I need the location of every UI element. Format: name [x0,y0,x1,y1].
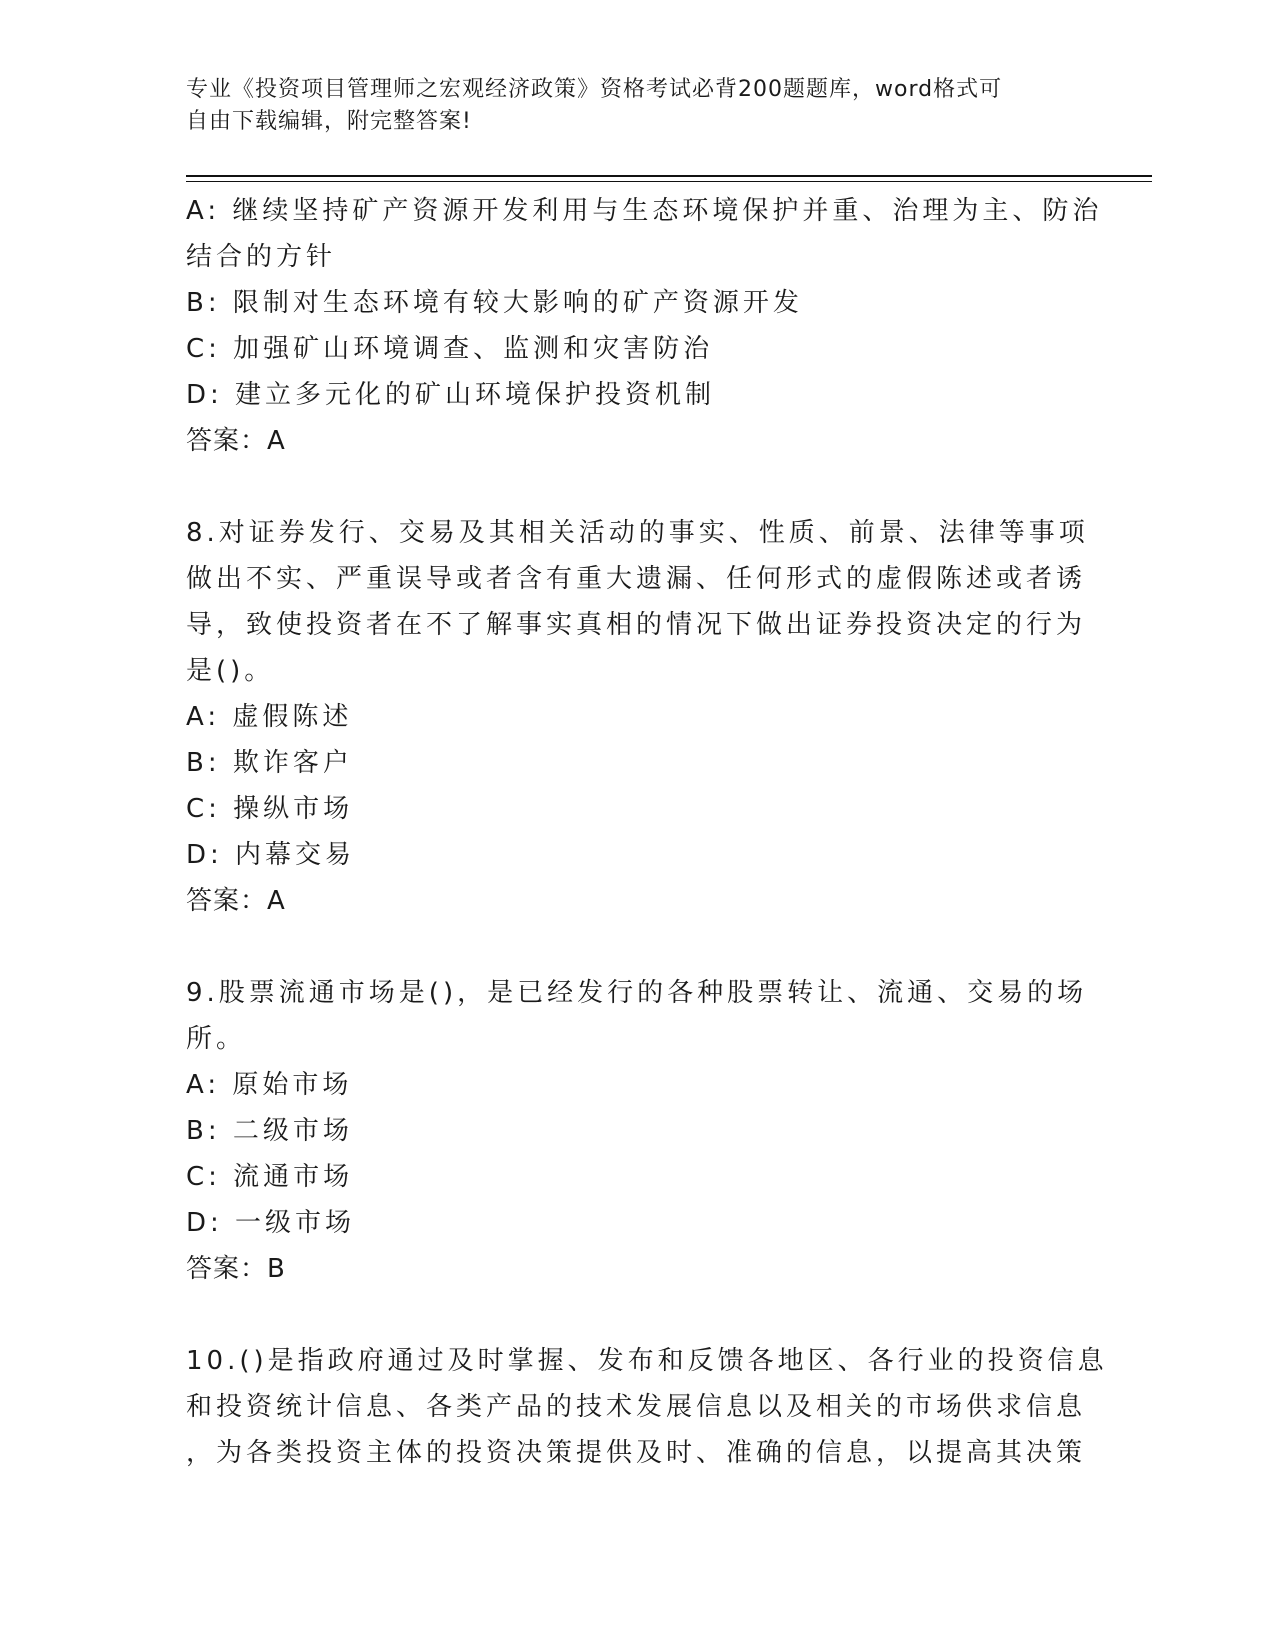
spacer [186,464,1086,510]
spacer [186,1292,1086,1338]
option-b: B: 欺诈客户 [186,748,353,778]
question-stem: ，为各类投资主体的投资决策提供及时、准确的信息，以提高其决策 [186,1438,1087,1468]
question-9 [186,970,1086,1292]
header-divider-thick [186,175,1152,177]
option-c: C: 流通市场 [186,1162,354,1192]
option-a: A: 虚假陈述 [186,702,353,732]
option-d: D: 一级市场 [186,1208,356,1238]
question-stem: 9.股票流通市场是()，是已经发行的各种股票转让、流通、交易的场 [186,978,1088,1008]
option-a-continued: 结合的方针 [186,242,337,272]
question-stem: 是()。 [186,656,275,686]
header-line: 专业《投资项目管理师之宏观经济政策》资格考试必背200题题库，word格式可 [186,77,1003,102]
question-stem: 做出不实、严重误导或者含有重大遗漏、任何形式的虚假陈述或者诱 [186,564,1087,594]
option-a: A: 继续坚持矿产资源开发利用与生态环境保护并重、治理为主、防治 [186,196,1103,226]
answer-line: 答案：B [186,1254,286,1284]
option-d: D: 内幕交易 [186,840,356,870]
question-8 [186,510,1089,924]
question-stem: 和投资统计信息、各类产品的技术发展信息以及相关的市场供求信息 [186,1392,1087,1422]
option-a: A: 原始市场 [186,1070,353,1100]
option-b: B: 限制对生态环境有较大影响的矿产资源开发 [186,288,803,318]
document-body [186,188,1108,1476]
answer-line: 答案：A [186,886,286,916]
option-c: C: 加强矿山环境调查、监测和灾害防治 [186,334,714,364]
question-7-tail [186,188,1103,464]
question-stem: 8.对证券发行、交易及其相关活动的事实、性质、前景、法律等事项 [186,518,1089,548]
option-d: D: 建立多元化的矿山环境保护投资机制 [186,380,716,410]
option-c: C: 操纵市场 [186,794,354,824]
header-line: 自由下载编辑，附完整答案! [186,109,472,134]
question-10 [186,1338,1108,1476]
option-b: B: 二级市场 [186,1116,353,1146]
question-stem: 导，致使投资者在不了解事实真相的情况下做出证券投资决定的行为 [186,610,1087,640]
header-divider-thin [186,181,1152,182]
spacer [186,924,1086,970]
question-stem: 所。 [186,1024,247,1054]
question-stem: 10.()是指政府通过及时掌握、发布和反馈各地区、各行业的投资信息 [186,1346,1108,1376]
answer-line: 答案：A [186,426,286,456]
document-header [186,74,1066,138]
